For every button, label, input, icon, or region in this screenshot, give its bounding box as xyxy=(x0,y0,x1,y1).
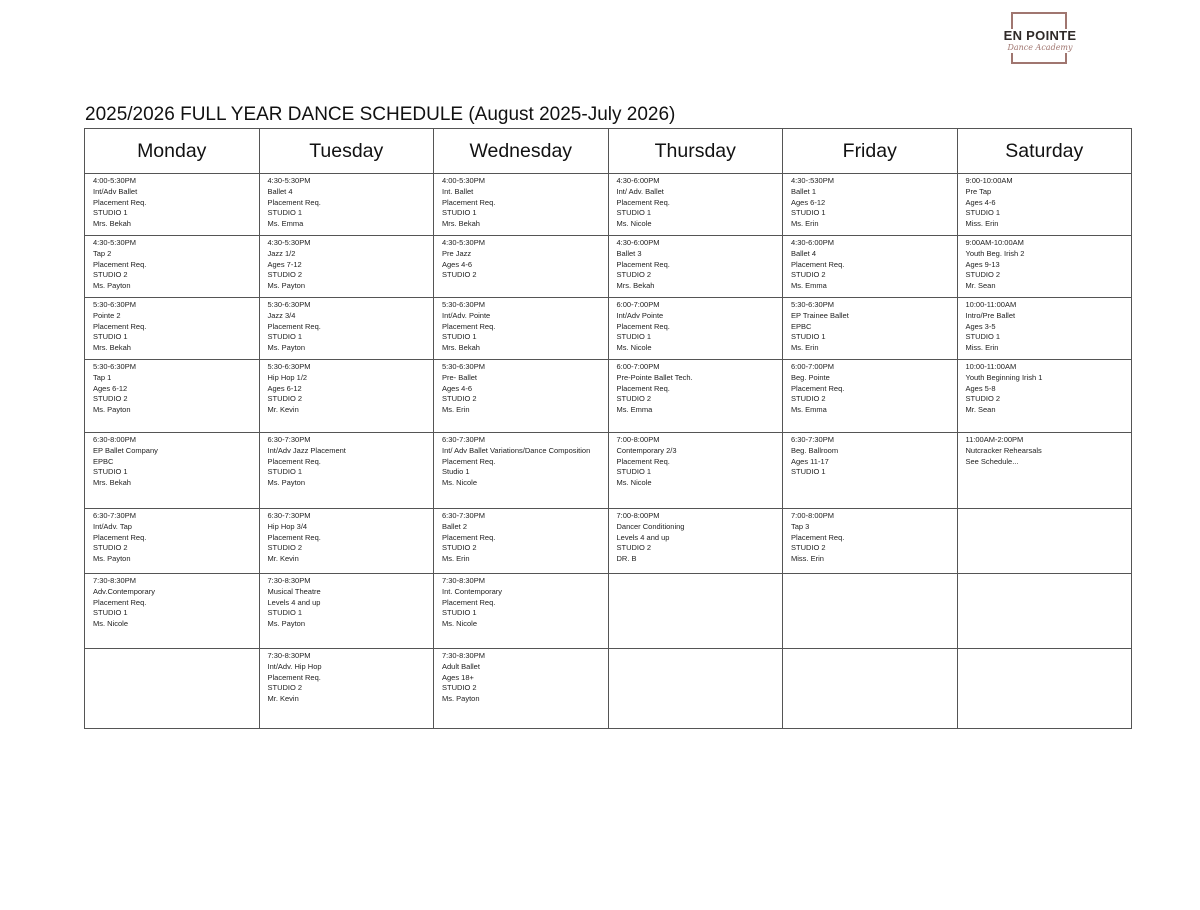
class-instructor: Ms. Emma xyxy=(616,405,653,415)
class-name: Beg. Pointe xyxy=(791,372,830,382)
class-instructor: Ms. Nicole xyxy=(93,619,129,629)
class-studio: STUDIO 2 xyxy=(442,543,477,553)
class-slot-tuesday xyxy=(259,433,434,509)
class-studio: STUDIO 1 xyxy=(93,467,128,477)
class-requirement: EPBC xyxy=(791,321,812,331)
class-time: 6:30-7:30PM xyxy=(442,435,485,444)
class-time: 4:00-5:30PM xyxy=(442,176,485,185)
class-time: 7:30-8:30PM xyxy=(93,576,136,585)
class-slot-friday xyxy=(783,360,958,433)
schedule-row xyxy=(85,236,1132,298)
class-slot-friday xyxy=(783,298,958,360)
class-time: 5:30-6:30PM xyxy=(442,300,485,309)
class-requirement: Placement Req. xyxy=(616,259,670,269)
class-name: Int/ Adv Ballet Variations/Dance Composition xyxy=(442,445,591,455)
class-requirement: EPBC xyxy=(93,456,114,466)
class-studio: STUDIO 2 xyxy=(616,270,652,280)
class-slot-friday xyxy=(783,509,958,574)
class-requirement: Ages 4-6 xyxy=(442,383,473,393)
class-studio: STUDIO 1 xyxy=(267,467,303,477)
class-requirement: Placement Req. xyxy=(616,383,670,393)
class-name: Pre-Pointe Ballet Tech. xyxy=(616,372,693,382)
class-instructor: Mr. Sean xyxy=(965,405,996,415)
class-name: Int/Adv Jazz Placement xyxy=(267,445,346,455)
class-requirement: Ages 6-12 xyxy=(93,383,128,393)
class-name: Beg. Ballroom xyxy=(791,445,839,455)
class-name: Int/Adv. Hip Hop xyxy=(267,661,322,671)
class-instructor: Ms. Payton xyxy=(267,343,306,353)
class-name: Pointe 2 xyxy=(93,310,121,320)
class-slot-thursday xyxy=(608,174,783,236)
class-name: Int/Adv Ballet xyxy=(93,186,138,196)
class-requirement: Placement Req. xyxy=(267,321,321,331)
class-name: Hip Hop 1/2 xyxy=(267,372,308,382)
class-studio: STUDIO 1 xyxy=(442,332,477,342)
class-slot-wednesday xyxy=(434,236,609,298)
class-slot-saturday xyxy=(957,509,1132,574)
class-name: Youth Beginning Irish 1 xyxy=(965,372,1043,382)
class-time: 7:00-8:00PM xyxy=(616,435,660,444)
class-name: Ballet 2 xyxy=(442,521,468,531)
schedule-body xyxy=(85,174,1132,729)
class-requirement: Placement Req. xyxy=(791,259,845,269)
class-slot-saturday xyxy=(957,174,1132,236)
class-slot-thursday xyxy=(608,649,783,729)
class-name: Ballet 3 xyxy=(616,248,642,258)
class-name: Int/Adv Pointe xyxy=(616,310,664,320)
class-slot-saturday xyxy=(957,360,1132,433)
day-header-row xyxy=(85,129,1132,174)
schedule-row xyxy=(85,298,1132,360)
class-name: Ballet 4 xyxy=(267,186,293,196)
class-slot-friday xyxy=(783,236,958,298)
class-slot-tuesday xyxy=(259,236,434,298)
class-time: 4:30-:530PM xyxy=(791,176,834,185)
class-instructor: Miss. Erin xyxy=(791,554,824,564)
schedule-row xyxy=(85,649,1132,729)
class-slot-saturday xyxy=(957,649,1132,729)
class-requirement: Placement Req. xyxy=(442,197,496,207)
class-slot-thursday xyxy=(608,236,783,298)
class-requirement: Placement Req. xyxy=(442,321,496,331)
schedule-row xyxy=(85,174,1132,236)
class-slot-wednesday xyxy=(434,649,609,729)
class-time: 5:30-6:30PM xyxy=(267,300,311,309)
class-studio: STUDIO 1 xyxy=(616,208,652,218)
class-studio: STUDIO 2 xyxy=(93,270,128,280)
class-name: Musical Theatre xyxy=(267,586,321,596)
class-time: 4:30-6:00PM xyxy=(616,238,660,247)
class-studio: STUDIO 2 xyxy=(965,394,1001,404)
class-time: 6:30-7:30PM xyxy=(267,511,311,520)
class-studio: STUDIO 2 xyxy=(791,394,826,404)
class-instructor: Mrs. Bekah xyxy=(93,219,131,229)
class-instructor: Ms. Payton xyxy=(267,619,306,629)
class-requirement: Placement Req. xyxy=(616,197,670,207)
class-slot-friday xyxy=(783,174,958,236)
class-requirement: Placement Req. xyxy=(791,532,845,542)
class-slot-wednesday xyxy=(434,574,609,649)
class-slot-monday xyxy=(85,298,260,360)
class-instructor: Mr. Kevin xyxy=(267,694,299,704)
schedule-row xyxy=(85,433,1132,509)
class-slot-monday xyxy=(85,574,260,649)
day-header-wednesday: Wednesday xyxy=(434,129,609,174)
class-instructor: Mr. Kevin xyxy=(267,405,299,415)
class-time: 4:30-5:30PM xyxy=(442,238,485,247)
class-studio: STUDIO 1 xyxy=(267,208,303,218)
class-time: 11:00AM-2:00PM xyxy=(965,435,1024,444)
class-instructor: Miss. Erin xyxy=(965,219,999,229)
class-name: Ballet 1 xyxy=(791,186,817,196)
academy-logo xyxy=(994,12,1086,66)
class-name: EP Ballet Company xyxy=(93,445,158,455)
class-slot-wednesday xyxy=(434,298,609,360)
class-requirement: Placement Req. xyxy=(442,597,496,607)
class-instructor: Ms. Nicole xyxy=(616,343,652,353)
class-slot-saturday xyxy=(957,236,1132,298)
class-slot-wednesday xyxy=(434,360,609,433)
class-studio: STUDIO 2 xyxy=(442,270,477,280)
class-studio: STUDIO 1 xyxy=(93,332,128,342)
class-time: 5:30-6:30PM xyxy=(267,362,311,371)
class-requirement: Ages 9-13 xyxy=(965,259,1000,269)
class-name: Int/ Adv. Ballet xyxy=(616,186,664,196)
class-instructor: Ms. Payton xyxy=(267,478,306,488)
logo-title: EN POINTE xyxy=(994,29,1086,43)
class-time: 4:00-5:30PM xyxy=(93,176,136,185)
class-studio: STUDIO 1 xyxy=(791,467,826,477)
class-slot-tuesday xyxy=(259,298,434,360)
class-instructor: Ms. Erin xyxy=(791,219,819,229)
class-time: 7:30-8:30PM xyxy=(442,576,485,585)
class-requirement: Ages 5-8 xyxy=(965,383,996,393)
schedule-table xyxy=(84,128,1132,729)
class-name: Dancer Conditioning xyxy=(616,521,685,531)
class-instructor: Mr. Sean xyxy=(965,281,996,291)
class-time: 9:00AM-10:00AM xyxy=(965,238,1024,247)
class-studio: STUDIO 1 xyxy=(616,332,652,342)
class-time: 6:30-8:00PM xyxy=(93,435,136,444)
class-name: EP Trainee Ballet xyxy=(791,310,849,320)
class-studio: STUDIO 2 xyxy=(616,394,652,404)
class-time: 4:30-6:00PM xyxy=(616,176,660,185)
class-requirement: Ages 4-6 xyxy=(965,197,996,207)
class-slot-thursday xyxy=(608,298,783,360)
class-slot-monday xyxy=(85,360,260,433)
class-name: Jazz 3/4 xyxy=(267,310,296,320)
schedule-row xyxy=(85,509,1132,574)
schedule-heading: 2025/2026 FULL YEAR DANCE SCHEDULE (August 2025-July 2026) xyxy=(85,104,676,125)
class-studio: STUDIO 1 xyxy=(267,608,303,618)
class-studio: STUDIO 1 xyxy=(267,332,303,342)
class-studio: STUDIO 2 xyxy=(267,543,303,553)
class-name: Int. Contemporary xyxy=(442,586,503,596)
class-requirement: Placement Req. xyxy=(442,456,496,466)
day-header-monday: Monday xyxy=(85,129,260,174)
class-name: Contemporary 2/3 xyxy=(616,445,677,455)
schedule-row xyxy=(85,360,1132,433)
day-header-tuesday: Tuesday xyxy=(259,129,434,174)
class-slot-wednesday xyxy=(434,509,609,574)
class-requirement: Placement Req. xyxy=(93,321,147,331)
class-slot-friday xyxy=(783,433,958,509)
class-slot-monday xyxy=(85,649,260,729)
class-instructor: Ms. Nicole xyxy=(442,619,478,629)
class-time: 5:30-6:30PM xyxy=(93,362,136,371)
class-name: Adv.Contemporary xyxy=(93,586,155,596)
class-studio: STUDIO 1 xyxy=(965,332,1001,342)
class-studio: STUDIO 2 xyxy=(267,683,303,693)
class-slot-tuesday xyxy=(259,649,434,729)
class-slot-friday xyxy=(783,649,958,729)
class-requirement: Ages 3-5 xyxy=(965,321,996,331)
class-requirement: Ages 18+ xyxy=(442,672,474,682)
class-instructor: Ms. Erin xyxy=(791,343,819,353)
class-instructor: Ms. Payton xyxy=(442,694,480,704)
day-header-friday: Friday xyxy=(783,129,958,174)
class-instructor: Ms. Payton xyxy=(93,554,131,564)
class-slot-wednesday xyxy=(434,174,609,236)
class-instructor: Ms. Emma xyxy=(791,405,827,415)
class-time: 7:00-8:00PM xyxy=(791,511,834,520)
class-instructor: Ms. Payton xyxy=(267,281,306,291)
class-time: 10:00-11:00AM xyxy=(965,362,1017,371)
class-time: 7:30-8:30PM xyxy=(267,651,311,660)
class-time: 7:30-8:30PM xyxy=(442,651,485,660)
class-name: Tap 2 xyxy=(93,248,112,258)
class-requirement: Levels 4 and up xyxy=(616,532,670,542)
class-slot-thursday xyxy=(608,433,783,509)
class-instructor: Mr. Kevin xyxy=(267,554,299,564)
class-instructor: Ms. Nicole xyxy=(616,219,652,229)
class-instructor: Ms. Payton xyxy=(93,405,131,415)
class-instructor: Ms. Erin xyxy=(442,554,470,564)
class-studio: STUDIO 1 xyxy=(93,208,128,218)
class-slot-saturday xyxy=(957,433,1132,509)
class-requirement: Placement Req. xyxy=(267,532,321,542)
class-requirement: Placement Req. xyxy=(616,321,670,331)
class-requirement: Placement Req. xyxy=(267,672,321,682)
class-slot-tuesday xyxy=(259,509,434,574)
class-time: 5:30-6:30PM xyxy=(93,300,136,309)
class-name: Pre Tap xyxy=(965,186,992,196)
class-instructor: Mrs. Bekah xyxy=(616,281,655,291)
class-studio: STUDIO 1 xyxy=(965,208,1001,218)
class-studio: STUDIO 2 xyxy=(267,270,303,280)
class-time: 9:00-10:00AM xyxy=(965,176,1013,185)
class-time: 5:30-6:30PM xyxy=(442,362,485,371)
class-requirement: Placement Req. xyxy=(93,197,147,207)
class-requirement: Placement Req. xyxy=(616,456,670,466)
class-requirement: Ages 6-12 xyxy=(791,197,826,207)
class-instructor: Ms. Emma xyxy=(267,219,304,229)
class-instructor: Ms. Nicole xyxy=(442,478,478,488)
class-time: 6:30-7:30PM xyxy=(442,511,485,520)
class-slot-thursday xyxy=(608,509,783,574)
class-slot-monday xyxy=(85,174,260,236)
class-slot-saturday xyxy=(957,574,1132,649)
class-name: Adult Ballet xyxy=(442,661,480,671)
class-name: Youth Beg. Irish 2 xyxy=(965,248,1025,258)
class-studio: STUDIO 1 xyxy=(791,332,826,342)
class-instructor: Mrs. Bekah xyxy=(93,478,131,488)
class-time: 4:30-6:00PM xyxy=(791,238,834,247)
class-studio: STUDIO 2 xyxy=(93,543,128,553)
class-requirement: Levels 4 and up xyxy=(267,597,321,607)
class-name: Nutcracker Rehearsals xyxy=(965,445,1042,455)
class-slot-saturday xyxy=(957,298,1132,360)
class-slot-wednesday xyxy=(434,433,609,509)
class-instructor: Ms. Erin xyxy=(442,405,470,415)
class-instructor: Ms. Payton xyxy=(93,281,131,291)
class-name: Ballet 4 xyxy=(791,248,817,258)
class-studio: STUDIO 2 xyxy=(791,543,826,553)
class-slot-tuesday xyxy=(259,174,434,236)
class-requirement: Placement Req. xyxy=(93,259,147,269)
class-studio: STUDIO 2 xyxy=(616,543,652,553)
day-header-saturday: Saturday xyxy=(957,129,1132,174)
class-instructor: Mrs. Bekah xyxy=(442,219,480,229)
logo-subtitle: Dance Academy xyxy=(994,43,1086,53)
class-studio: STUDIO 2 xyxy=(791,270,826,280)
class-instructor: Ms. Emma xyxy=(791,281,827,291)
class-requirement: Ages 4-6 xyxy=(442,259,473,269)
schedule-row xyxy=(85,574,1132,649)
class-studio: STUDIO 1 xyxy=(791,208,826,218)
day-header-thursday: Thursday xyxy=(608,129,783,174)
class-studio: STUDIO 1 xyxy=(93,608,128,618)
class-time: 6:00-7:00PM xyxy=(791,362,834,371)
class-name: Intro/Pre Ballet xyxy=(965,310,1016,320)
class-name: Int/Adv. Pointe xyxy=(442,310,491,320)
class-time: 6:30-7:30PM xyxy=(791,435,834,444)
class-slot-thursday xyxy=(608,360,783,433)
class-requirement: Placement Req. xyxy=(267,456,321,466)
class-time: 4:30-5:30PM xyxy=(93,238,136,247)
class-name: Hip Hop 3/4 xyxy=(267,521,308,531)
class-requirement: Ages 7-12 xyxy=(267,259,302,269)
class-instructor: Mrs. Bekah xyxy=(93,343,131,353)
class-studio: STUDIO 1 xyxy=(442,608,477,618)
class-time: 10:00-11:00AM xyxy=(965,300,1017,309)
class-time: 4:30-5:30PM xyxy=(267,176,311,185)
class-name: Tap 1 xyxy=(93,372,112,382)
class-studio: STUDIO 2 xyxy=(267,394,303,404)
class-name: Pre- Ballet xyxy=(442,372,478,382)
class-requirement: Placement Req. xyxy=(267,197,321,207)
class-name: Tap 3 xyxy=(791,521,810,531)
class-time: 5:30-6:30PM xyxy=(791,300,834,309)
class-time: 6:00-7:00PM xyxy=(616,300,660,309)
class-requirement: Placement Req. xyxy=(93,532,147,542)
class-instructor: Miss. Erin xyxy=(965,343,999,353)
class-time: 6:00-7:00PM xyxy=(616,362,660,371)
class-requirement: Placement Req. xyxy=(791,383,845,393)
class-slot-monday xyxy=(85,509,260,574)
class-instructor: Ms. Nicole xyxy=(616,478,652,488)
class-slot-monday xyxy=(85,236,260,298)
class-studio: STUDIO 2 xyxy=(93,394,128,404)
class-requirement: Ages 11-17 xyxy=(791,456,829,466)
class-slot-tuesday xyxy=(259,574,434,649)
class-studio: STUDIO 2 xyxy=(965,270,1001,280)
class-studio: STUDIO 1 xyxy=(616,467,652,477)
class-requirement: Ages 6-12 xyxy=(267,383,302,393)
class-studio: STUDIO 1 xyxy=(442,208,477,218)
class-requirement: See Schedule... xyxy=(965,456,1019,466)
class-name: Jazz 1/2 xyxy=(267,248,296,258)
class-name: Int. Ballet xyxy=(442,186,474,196)
class-time: 6:30-7:30PM xyxy=(93,511,136,520)
class-time: 7:30-8:30PM xyxy=(267,576,311,585)
class-slot-monday xyxy=(85,433,260,509)
class-requirement: Placement Req. xyxy=(442,532,496,542)
class-slot-thursday xyxy=(608,574,783,649)
class-slot-friday xyxy=(783,574,958,649)
class-requirement: Placement Req. xyxy=(93,597,147,607)
class-slot-tuesday xyxy=(259,360,434,433)
class-name: Int/Adv. Tap xyxy=(93,521,132,531)
class-instructor: DR. B xyxy=(616,554,637,564)
class-time: 4:30-5:30PM xyxy=(267,238,311,247)
class-time: 6:30-7:30PM xyxy=(267,435,311,444)
class-time: 7:00-8:00PM xyxy=(616,511,660,520)
class-studio: STUDIO 2 xyxy=(442,394,477,404)
class-instructor: Mrs. Bekah xyxy=(442,343,480,353)
class-name: Pre Jazz xyxy=(442,248,472,258)
class-studio: Studio 1 xyxy=(442,467,470,477)
class-studio: STUDIO 2 xyxy=(442,683,477,693)
